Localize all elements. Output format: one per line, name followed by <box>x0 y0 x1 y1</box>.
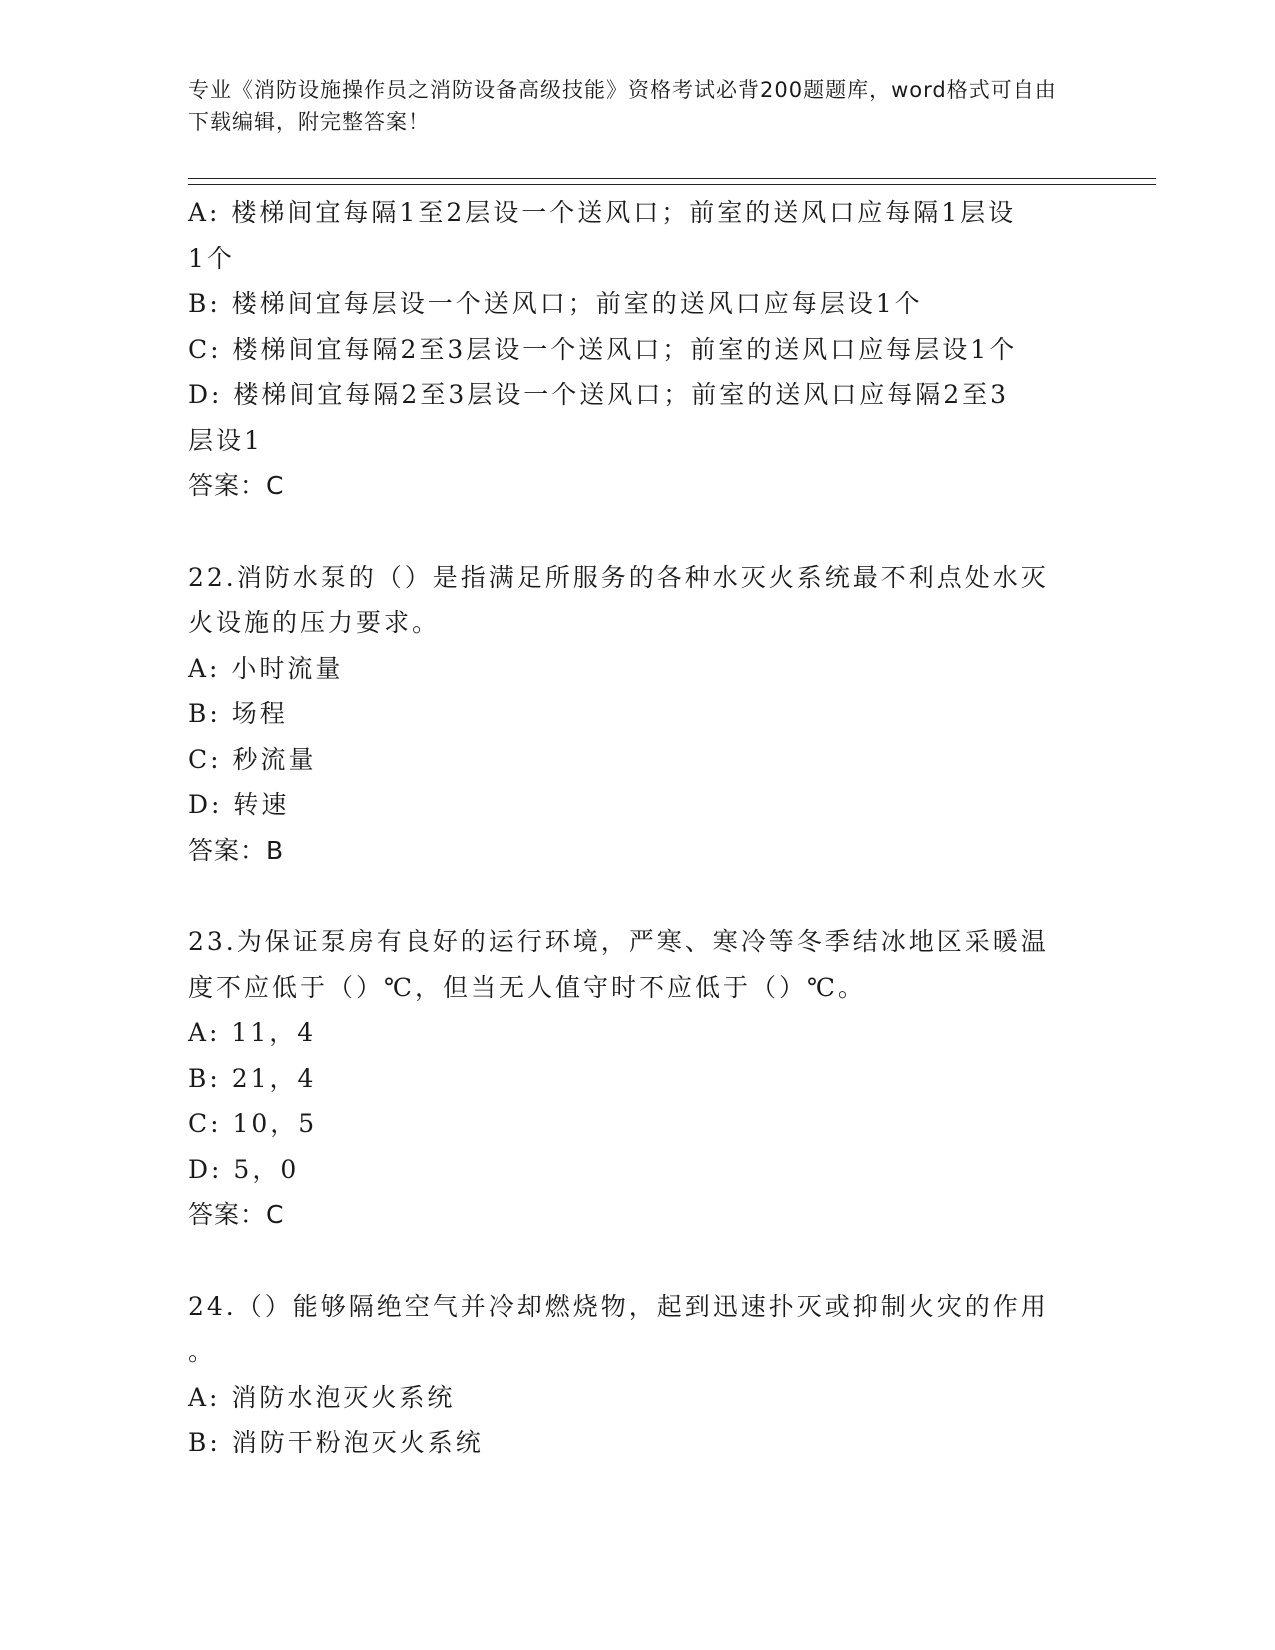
header-text: 专业《消防设施操作员之消防设备高级技能》资格考试必背200题题库，word格式可自由下载编辑，附完整答案！ <box>188 78 1057 134</box>
option-c: C: 楼梯间宜每隔2至3层设一个送风口；前室的送风口应每层设1个 <box>188 334 1018 364</box>
option-a: A: 小时流量 <box>188 653 344 683</box>
question-spacer <box>188 873 1088 919</box>
option-d-line2: 层设1 <box>188 425 263 455</box>
header-double-rule <box>188 178 1156 185</box>
option-c: C: 秒流量 <box>188 744 317 774</box>
option-d: D: 5，0 <box>188 1154 300 1184</box>
option-a: A: 11，4 <box>188 1018 317 1047</box>
option-d-line1: D: 楼梯间宜每隔2至3层设一个送风口；前室的送风口应每隔2至3 <box>188 380 1010 409</box>
option-a-line1: A: 楼梯间宜每隔1至2层设一个送风口；前室的送风口应每隔1层设 <box>188 198 1017 227</box>
prev-question-block <box>188 190 1088 509</box>
option-b: B: 楼梯间宜每层设一个送风口；前室的送风口应每层设1个 <box>188 289 923 318</box>
answer: 答案：C <box>188 471 285 500</box>
question-stem-line1: 24.（）能够隔绝空气并冷却燃烧物，起到迅速扑灭或抑制火灾的作用 <box>188 1291 1049 1321</box>
question-24-block <box>188 1284 1088 1466</box>
question-22-block <box>188 555 1088 874</box>
page-header <box>188 74 1068 138</box>
question-spacer <box>188 1238 1088 1284</box>
question-stem-line2: 。 <box>188 1337 217 1366</box>
option-b: B: 21，4 <box>188 1063 317 1093</box>
answer: 答案：C <box>188 1200 285 1229</box>
option-b: B: 场程 <box>188 699 288 728</box>
option-b: B: 消防干粉泡灭火系统 <box>188 1428 484 1457</box>
question-stem-line2: 度不应低于（）℃，但当无人值守时不应低于（）℃。 <box>188 972 866 1002</box>
question-content <box>188 190 1088 1466</box>
question-23-block <box>188 919 1088 1238</box>
question-spacer <box>188 509 1088 555</box>
question-stem-line2: 火设施的压力要求。 <box>188 608 441 637</box>
option-c: C: 10，5 <box>188 1109 318 1138</box>
question-stem-line1: 22.消防水泵的（）是指满足所服务的各种水灭火系统最不利点处水灭 <box>188 562 1049 592</box>
option-a-line2: 1个 <box>188 243 235 273</box>
option-d: D: 转速 <box>188 790 290 819</box>
option-a: A: 消防水泡灭火系统 <box>188 1382 456 1412</box>
question-stem-line1: 23.为保证泵房有良好的运行环境，严寒、寒冷等冬季结冰地区采暖温 <box>188 927 1049 956</box>
answer: 答案：B <box>188 835 285 865</box>
